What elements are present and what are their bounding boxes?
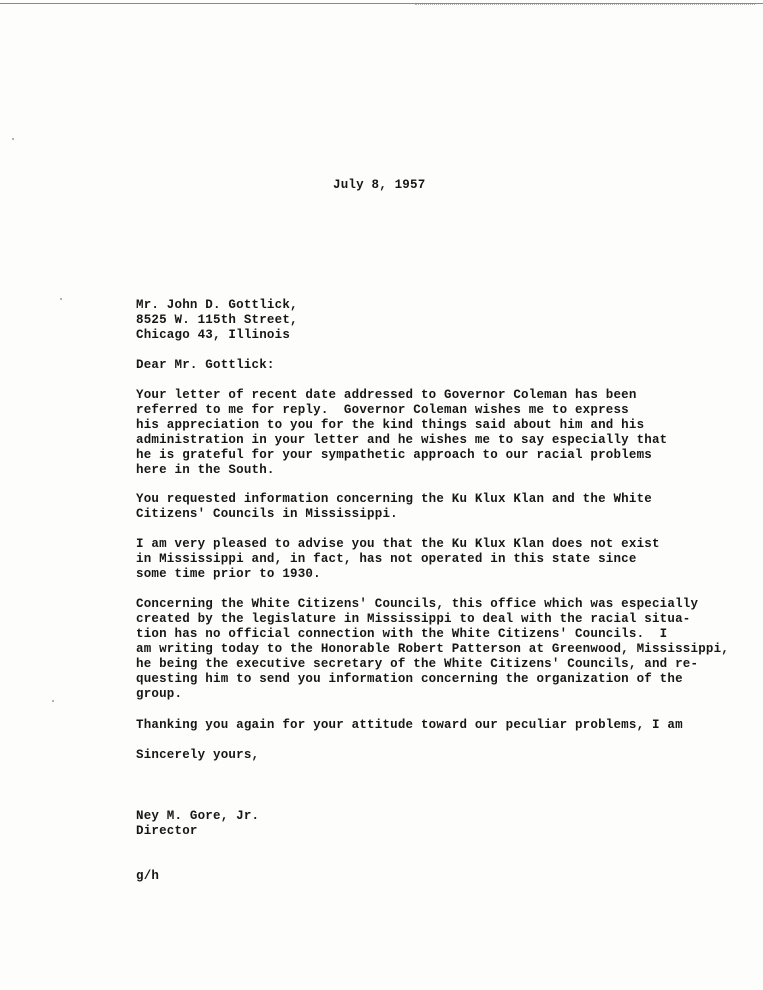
scan-speck — [12, 138, 14, 140]
paragraph-line: some time prior to 1930. — [136, 567, 321, 581]
paragraph-line: Your letter of recent date addressed to Governor Coleman has been — [136, 388, 637, 402]
paragraph-line: I am very pleased to advise you that the Ku Klux Klan does not exist — [136, 537, 660, 551]
body-paragraph-4 — [136, 597, 729, 702]
paragraph-line: tion has no official connection with the White Citizens' Councils. I — [136, 627, 668, 641]
paragraph-line: he is grateful for your sympathetic approach to our racial problems — [136, 448, 652, 462]
signer-title: Director — [136, 824, 198, 838]
typist-initials: g/h — [136, 869, 160, 883]
paragraph-line: he being the executive secretary of the White Citizens' Councils, and re- — [136, 657, 699, 671]
body-paragraph-5 — [136, 718, 683, 733]
scan-speck — [52, 700, 54, 702]
paragraph-line: You requested information concerning the Ku Klux Klan and the White — [136, 492, 652, 506]
recipient-name: Mr. John D. Gottlick, — [136, 298, 298, 312]
paragraph-line: created by the legislature in Mississippi to deal with the racial situa- — [136, 612, 691, 626]
body-paragraph-1 — [136, 388, 667, 478]
paragraph-line: his appreciation to you for the kind things said about him and his — [136, 418, 645, 432]
salutation: Dear Mr. Gottlick: — [136, 358, 275, 372]
scan-speck — [60, 298, 62, 300]
paragraph-line: Concerning the White Citizens' Councils, this office which was especially — [136, 597, 699, 611]
letter-date: July 8, 1957 — [333, 178, 426, 192]
paragraph-line: group. — [136, 687, 183, 701]
paragraph-line: in Mississippi and, in fact, has not operated in this state since — [136, 552, 637, 566]
paragraph-line: Thanking you again for your attitude toward our peculiar problems, I am — [136, 718, 683, 732]
paragraph-line: here in the South. — [136, 463, 275, 477]
top-edge-noise — [415, 0, 755, 5]
recipient-city: Chicago 43, Illinois — [136, 328, 291, 342]
body-paragraph-3 — [136, 537, 660, 582]
recipient-street: 8525 W. 115th Street, — [136, 313, 298, 327]
complimentary-close: Sincerely yours, — [136, 748, 260, 762]
paragraph-line: questing him to send you information concerning the organization of the — [136, 672, 683, 686]
paragraph-line: administration in your letter and he wishes me to say especially that — [136, 433, 668, 447]
signer-name: Ney M. Gore, Jr. — [136, 809, 260, 823]
paragraph-line: am writing today to the Honorable Robert Patterson at Greenwood, Mississippi, — [136, 642, 729, 656]
paragraph-line: referred to me for reply. Governor Coleman wishes me to express — [136, 403, 629, 417]
body-paragraph-2 — [136, 492, 652, 522]
paragraph-line: Citizens' Councils in Mississippi. — [136, 507, 398, 521]
